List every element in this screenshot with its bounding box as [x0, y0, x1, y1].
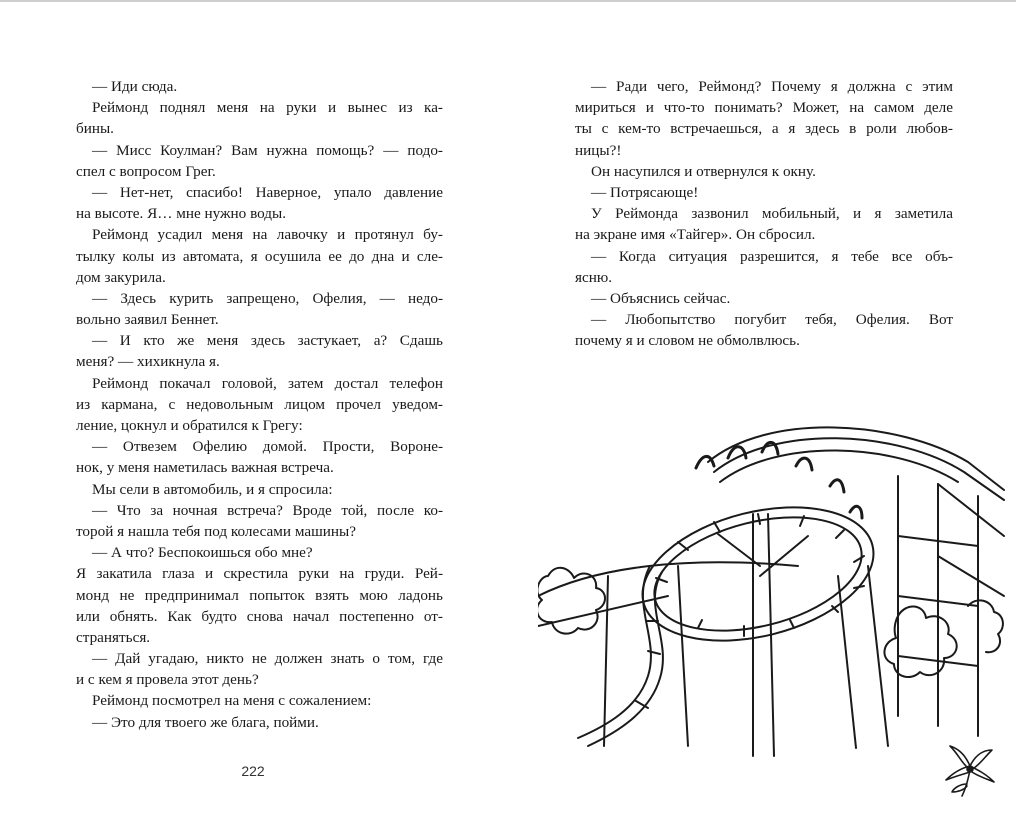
- text-line: — Потрясающе!: [591, 183, 699, 201]
- text-line: Он насупился и отвернулся к окну.: [591, 162, 816, 180]
- text-line: ницы?!: [575, 141, 622, 159]
- top-border: [0, 0, 1016, 2]
- text-line: бины.: [76, 120, 114, 138]
- text-line: — И кто же меня здесь застукает, а? Сдашь: [92, 332, 443, 350]
- text-line: из кармана, с недовольным лицом прочел уведом-: [76, 395, 443, 413]
- text-line: — Что за ночная встреча? Вроде той, после ко-: [92, 501, 443, 519]
- text-line: на высоте. Я… мне нужно воды.: [76, 205, 287, 223]
- text-line: — Иди сюда.: [92, 78, 178, 95]
- text-line: на экране имя «Тайгер». Он сбросил.: [575, 226, 816, 244]
- text-line: Реймонд усадил меня на лавочку и протянул бу-: [92, 226, 443, 244]
- text-line: ление, цокнул и обратился к Грегу:: [76, 417, 303, 434]
- text-line: У Реймонда зазвонил мобильный, и я заметила: [591, 205, 953, 223]
- text-line: — Когда ситуация разрешится, я тебе все объ-: [591, 247, 953, 265]
- left-page-text: [76, 76, 443, 733]
- flower-icon: [940, 742, 998, 800]
- text-line: ты с кем-то встречаешься, а я здесь в роли любов-: [575, 120, 953, 138]
- text-line: Мы сели в автомобиль, и я спросила:: [92, 480, 333, 498]
- text-line: — А что? Беспокоишься обо мне?: [92, 544, 313, 562]
- text-line: ясню.: [575, 268, 612, 286]
- text-line: нок, у меня наметилась важная встреча.: [76, 459, 334, 477]
- page-number: 222: [241, 763, 265, 779]
- text-line: — Здесь курить запрещено, Офелия, — недо-: [92, 289, 443, 307]
- text-line: — Нет-нет, спасибо! Наверное, упало давление: [92, 183, 443, 201]
- text-line: монд не предпринимал попыток взять мою ладонь: [76, 586, 443, 604]
- text-line: тылку колы из автомата, я осушила ее до дна и сле-: [76, 247, 443, 265]
- text-line: и с кем я провела этот день?: [76, 671, 259, 689]
- text-line: мириться и что-то понимать? Может, на самом деле: [575, 99, 953, 117]
- text-line: меня? — хихикнула я.: [76, 353, 220, 371]
- text-line: — Мисс Коулман? Вам нужна помощь? — подо-: [92, 141, 443, 159]
- text-line: Реймонд поднял меня на руки и вынес из ка-: [92, 99, 443, 117]
- text-line: торой я нашла тебя под колесами машины?: [76, 522, 356, 540]
- text-line: почему я и словом не обмолвлюсь.: [575, 332, 800, 350]
- text-line: спел с вопросом Грег.: [76, 162, 216, 180]
- roller-coaster-illustration: [538, 416, 1010, 758]
- text-line: дом закурила.: [76, 268, 166, 286]
- text-line: — Ради чего, Реймонд? Почему я должна с этим: [591, 78, 953, 95]
- text-line: — Любопытство погубит тебя, Офелия. Вот: [591, 311, 953, 329]
- right-page-text: [575, 76, 953, 351]
- text-line: вольно заявил Беннет.: [76, 311, 219, 329]
- text-line: Реймонд посмотрел на меня с сожалением:: [92, 692, 372, 710]
- text-line: страняться.: [76, 628, 151, 646]
- text-line: — Дай угадаю, никто не должен знать о том, где: [92, 650, 443, 668]
- text-line: Реймонд покачал головой, затем достал телефон: [92, 374, 443, 392]
- text-line: или обнять. Как будто снова начал постепенно от-: [76, 607, 443, 625]
- text-line: — Это для твоего же блага, пойми.: [92, 713, 319, 731]
- text-line: — Объяснись сейчас.: [591, 289, 731, 307]
- text-line: Я закатила глаза и скрестила руки на груди. Рей-: [76, 565, 443, 583]
- text-line: — Отвезем Офелию домой. Прости, Воронe-: [92, 438, 443, 456]
